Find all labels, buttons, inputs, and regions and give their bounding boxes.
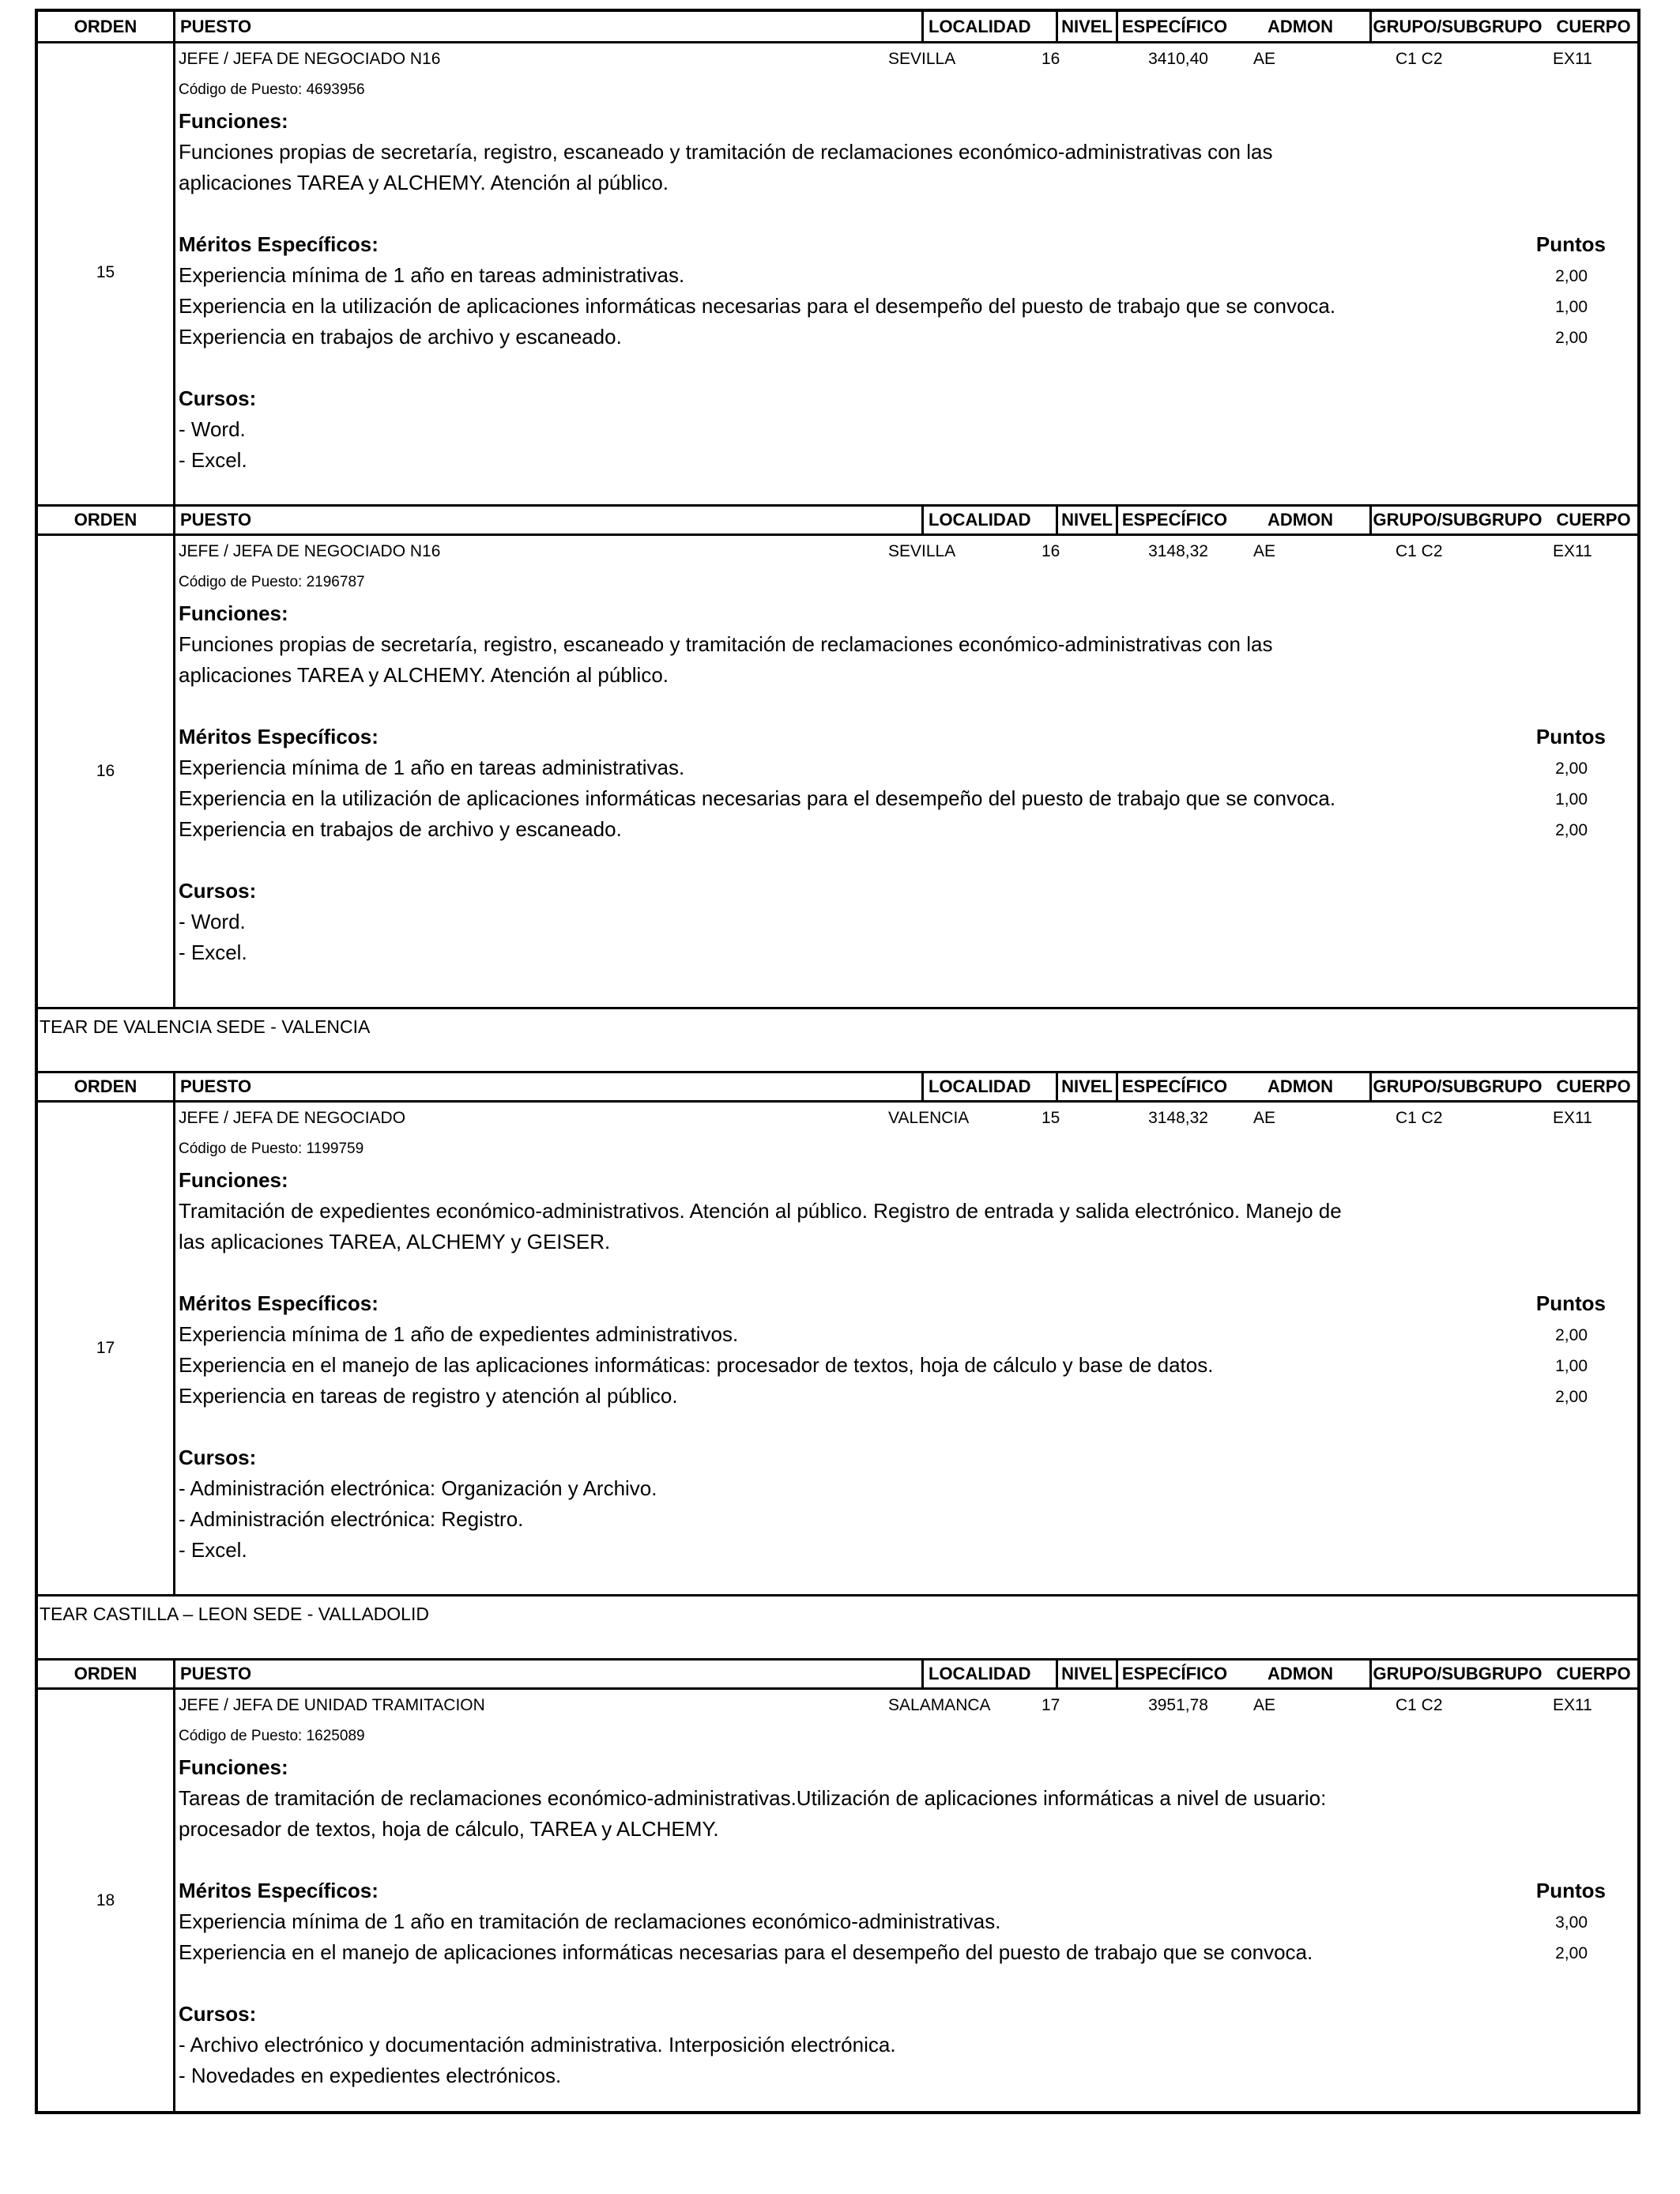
section-title: TEAR CASTILLA – LEON SEDE - VALLADOLID — [40, 1604, 429, 1624]
header-localidad: LOCALIDAD — [921, 507, 1056, 533]
cuerpo-value: EX11 — [1553, 50, 1592, 68]
meritos-label: Méritos Específicos: — [179, 725, 379, 748]
merito-text: Experiencia mínima de 1 año de expedientes administrativos. — [179, 1322, 739, 1346]
merito-text: Experiencia mínima de 1 año en tramitación de reclamaciones económico-administrativas. — [179, 1909, 1001, 1933]
codigo-puesto: Código de Puesto: 1625089 — [179, 1728, 365, 1744]
column-divider — [173, 536, 175, 1007]
column-divider — [173, 43, 175, 504]
curso-item: - Administración electrónica: Organización y Archivo. — [179, 1476, 657, 1500]
especifico-value: 3148,32 — [1148, 542, 1208, 560]
funciones-text: las aplicaciones TAREA, ALCHEMY y GEISER. — [179, 1230, 611, 1253]
section-title: TEAR DE VALENCIA SEDE - VALENCIA — [40, 1016, 371, 1037]
funciones-label: Funciones: — [179, 601, 288, 625]
merito-text: Experiencia mínima de 1 año en tareas administrativas. — [179, 756, 685, 779]
header-grupo: GRUPO/SUBGRUPO — [1369, 1073, 1543, 1100]
position-block — [38, 1103, 1637, 1596]
merito-text: Experiencia en la utilización de aplicaciones informáticas necesarias para el desempeño del puesto de trabajo que se convoca. — [179, 294, 1336, 318]
admon-value: AE — [1253, 1109, 1276, 1127]
table-header-row — [38, 12, 1637, 43]
especifico-value: 3410,40 — [1148, 50, 1208, 68]
nivel-value: 15 — [1042, 1109, 1060, 1127]
header-especifico: ESPECÍFICO — [1116, 12, 1231, 41]
cursos-label: Cursos: — [179, 879, 257, 903]
header-especifico: ESPECÍFICO — [1116, 507, 1231, 533]
merito-text: Experiencia en el manejo de aplicaciones informáticas necesarias para el desempeño del puesto de trabajo que se convoca. — [179, 1940, 1313, 1964]
merito-text: Experiencia en trabajos de archivo y escaneado. — [179, 325, 622, 349]
header-especifico: ESPECÍFICO — [1116, 1661, 1231, 1687]
nivel-value: 16 — [1042, 542, 1060, 560]
cuerpo-value: EX11 — [1553, 542, 1592, 560]
header-puesto: PUESTO — [173, 1661, 921, 1687]
funciones-text: Tareas de tramitación de reclamaciones económico-administrativas.Utilización de aplicaciones informáticas a nivel de usuario: — [179, 1786, 1327, 1810]
table-header-row — [38, 1071, 1637, 1103]
merito-puntos: 2,00 — [1555, 1944, 1588, 1962]
puntos-label: Puntos — [1535, 725, 1606, 748]
curso-item: - Excel. — [179, 1538, 247, 1562]
orden-number: 18 — [96, 1891, 115, 1909]
localidad-value: SALAMANCA — [888, 1696, 991, 1714]
grupo-value: C1 C2 — [1396, 542, 1443, 560]
curso-item: - Excel. — [179, 941, 247, 964]
header-nivel: NIVEL — [1056, 12, 1116, 41]
header-grupo: GRUPO/SUBGRUPO — [1369, 12, 1543, 41]
header-orden: ORDEN — [73, 1076, 137, 1096]
merito-text: Experiencia en trabajos de archivo y escaneado. — [179, 817, 622, 841]
funciones-text: Funciones propias de secretaría, registro, escaneado y tramitación de reclamaciones económico-administrativas con las — [179, 632, 1273, 656]
especifico-value: 3951,78 — [1148, 1696, 1208, 1714]
curso-item: - Administración electrónica: Registro. — [179, 1507, 524, 1531]
cursos-label: Cursos: — [179, 2002, 257, 2026]
section-heading — [38, 1596, 1637, 1658]
admon-value: AE — [1253, 1696, 1276, 1714]
cursos-label: Cursos: — [179, 1446, 257, 1469]
header-localidad: LOCALIDAD — [921, 12, 1056, 41]
merito-puntos: 2,00 — [1555, 1388, 1588, 1406]
orden-number: 17 — [96, 1338, 115, 1357]
header-nivel: NIVEL — [1056, 1073, 1116, 1100]
admon-value: AE — [1253, 542, 1276, 560]
localidad-value: SEVILLA — [888, 50, 956, 68]
section-heading — [38, 1009, 1637, 1071]
merito-text: Experiencia mínima de 1 año en tareas administrativas. — [179, 263, 685, 287]
header-cuerpo: CUERPO — [1556, 510, 1631, 530]
especifico-value: 3148,32 — [1148, 1109, 1208, 1127]
puntos-label: Puntos — [1535, 232, 1606, 256]
cuerpo-value: EX11 — [1553, 1109, 1592, 1127]
codigo-puesto: Código de Puesto: 1199759 — [179, 1140, 364, 1157]
funciones-text: Tramitación de expedientes económico-administrativos. Atención al público. Registro de entrada y salida electrónico. Manejo de — [179, 1199, 1342, 1223]
cuerpo-value: EX11 — [1553, 1696, 1592, 1714]
grupo-value: C1 C2 — [1396, 1696, 1443, 1714]
merito-puntos: 2,00 — [1555, 760, 1588, 778]
funciones-text: aplicaciones TAREA y ALCHEMY. Atención al público. — [179, 171, 669, 194]
puesto-title: JEFE / JEFA DE NEGOCIADO — [179, 1109, 406, 1127]
merito-puntos: 2,00 — [1555, 821, 1588, 839]
curso-item: - Excel. — [179, 448, 247, 472]
nivel-value: 17 — [1042, 1696, 1060, 1714]
curso-item: - Archivo electrónico y documentación administrativa. Interposición electrónica. — [179, 2033, 896, 2056]
funciones-label: Funciones: — [179, 109, 288, 133]
merito-text: Experiencia en el manejo de las aplicaciones informáticas: procesador de textos, hoja de cálculo y base de datos. — [179, 1353, 1214, 1377]
grupo-value: C1 C2 — [1396, 50, 1443, 68]
position-block — [38, 1690, 1637, 2114]
table-header-row — [38, 1658, 1637, 1690]
merito-text: Experiencia en tareas de registro y atención al público. — [179, 1384, 678, 1408]
header-nivel: NIVEL — [1056, 507, 1116, 533]
merito-puntos: 2,00 — [1555, 329, 1588, 347]
header-cuerpo: CUERPO — [1556, 1076, 1631, 1096]
curso-item: - Word. — [179, 910, 246, 933]
curso-item: - Word. — [179, 417, 246, 441]
codigo-puesto: Código de Puesto: 4693956 — [179, 81, 365, 98]
header-orden: ORDEN — [73, 1664, 137, 1683]
puesto-title: JEFE / JEFA DE NEGOCIADO N16 — [179, 50, 441, 68]
meritos-label: Méritos Específicos: — [179, 1879, 379, 1902]
header-admon: ADMON — [1267, 510, 1334, 530]
header-cuerpo: CUERPO — [1556, 1664, 1631, 1683]
header-admon: ADMON — [1267, 16, 1334, 36]
column-divider — [173, 1690, 175, 2114]
merito-puntos: 1,00 — [1555, 298, 1588, 316]
funciones-label: Funciones: — [179, 1168, 288, 1192]
orden-number: 16 — [96, 761, 115, 780]
codigo-puesto: Código de Puesto: 2196787 — [179, 574, 365, 590]
nivel-value: 16 — [1042, 50, 1060, 68]
header-admon: ADMON — [1267, 1076, 1334, 1096]
admon-value: AE — [1253, 50, 1276, 68]
header-puesto: PUESTO — [173, 12, 921, 41]
header-orden: ORDEN — [73, 16, 137, 36]
funciones-text: Funciones propias de secretaría, registro, escaneado y tramitación de reclamaciones económico-administrativas con las — [179, 140, 1273, 164]
cursos-label: Cursos: — [179, 386, 257, 410]
localidad-value: VALENCIA — [888, 1109, 970, 1127]
funciones-text: procesador de textos, hoja de cálculo, TAREA y ALCHEMY. — [179, 1817, 719, 1841]
header-orden: ORDEN — [73, 510, 137, 530]
header-especifico: ESPECÍFICO — [1116, 1073, 1231, 1100]
puesto-title: JEFE / JEFA DE UNIDAD TRAMITACION — [179, 1696, 485, 1714]
header-localidad: LOCALIDAD — [921, 1661, 1056, 1687]
table-header-row — [38, 504, 1637, 536]
column-divider — [173, 1103, 175, 1594]
merito-puntos: 1,00 — [1555, 1357, 1588, 1375]
funciones-label: Funciones: — [179, 1755, 288, 1779]
orden-number: 15 — [96, 262, 115, 281]
header-puesto: PUESTO — [173, 1073, 921, 1100]
header-cuerpo: CUERPO — [1556, 16, 1631, 36]
puntos-label: Puntos — [1535, 1879, 1606, 1902]
puesto-title: JEFE / JEFA DE NEGOCIADO N16 — [179, 542, 441, 560]
header-admon: ADMON — [1267, 1664, 1334, 1683]
meritos-label: Méritos Específicos: — [179, 1291, 379, 1315]
grupo-value: C1 C2 — [1396, 1109, 1443, 1127]
merito-puntos: 1,00 — [1555, 790, 1588, 809]
position-block — [38, 536, 1637, 1009]
meritos-label: Méritos Específicos: — [179, 232, 379, 256]
header-nivel: NIVEL — [1056, 1661, 1116, 1687]
header-grupo: GRUPO/SUBGRUPO — [1369, 507, 1543, 533]
header-localidad: LOCALIDAD — [921, 1073, 1056, 1100]
merito-puntos: 2,00 — [1555, 267, 1588, 285]
puntos-label: Puntos — [1535, 1291, 1606, 1315]
merito-puntos: 3,00 — [1555, 1913, 1588, 1932]
localidad-value: SEVILLA — [888, 542, 956, 560]
merito-puntos: 2,00 — [1555, 1326, 1588, 1344]
header-puesto: PUESTO — [173, 507, 921, 533]
funciones-text: aplicaciones TAREA y ALCHEMY. Atención al público. — [179, 663, 669, 687]
position-block — [38, 43, 1637, 504]
header-grupo: GRUPO/SUBGRUPO — [1369, 1661, 1543, 1687]
document-frame — [35, 9, 1640, 2114]
merito-text: Experiencia en la utilización de aplicaciones informáticas necesarias para el desempeño del puesto de trabajo que se convoca. — [179, 786, 1336, 810]
curso-item: - Novedades en expedientes electrónicos. — [179, 2064, 562, 2087]
